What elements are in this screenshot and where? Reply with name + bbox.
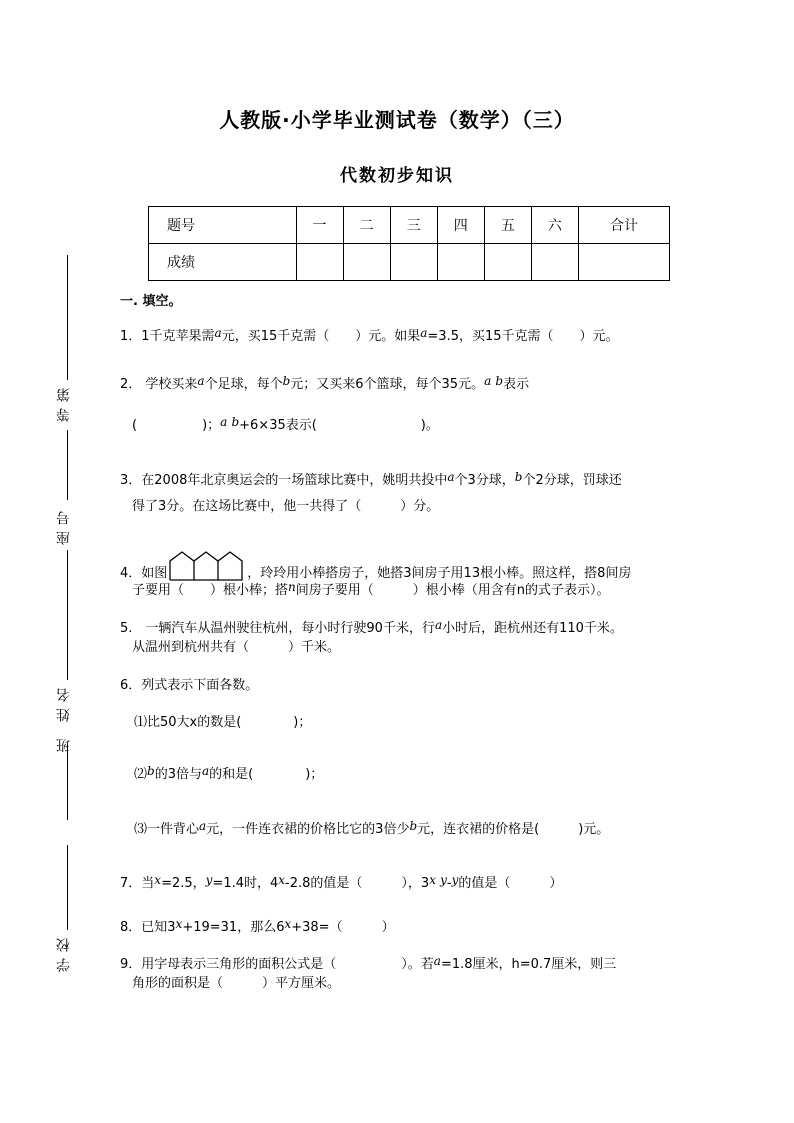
- question-3-line-1: [120, 466, 622, 492]
- q6-text: 元，一件连衣裙的价格比它的3倍少: [206, 822, 410, 837]
- var-a: a: [197, 374, 205, 388]
- school-label: 学校: [56, 932, 72, 972]
- question-7: [120, 869, 562, 895]
- table-cell: 成绩: [149, 244, 297, 281]
- q4-text: 间房子要用（ ）根小棒（用含有n的式子表示）。: [295, 583, 610, 598]
- var-x: x: [278, 873, 286, 887]
- question-6-sub-2: [134, 760, 323, 786]
- score-entry-cell[interactable]: [390, 244, 437, 281]
- q4-text: ，玲玲用小棒搭房子，她搭3间房子用13根小棒。照这样，搭8间房: [247, 566, 632, 581]
- q8-text: 8．已知3: [120, 920, 176, 935]
- q7-text: =1.4时，4: [212, 876, 279, 891]
- var-a: a: [199, 819, 207, 833]
- q6-text: ⑵: [134, 767, 148, 782]
- var-a: a: [201, 764, 210, 778]
- var-y: y: [205, 873, 213, 887]
- q2-text: 个足球，每个: [204, 377, 283, 392]
- question-2-line-2: [132, 411, 439, 437]
- question-6-sub-3: [134, 815, 609, 841]
- question-6-heading: 6．列式表示下面各数。: [120, 678, 259, 693]
- q2-text: ( )；: [132, 418, 221, 433]
- q5-text: 小时后，距杭州还有110千米。: [442, 621, 623, 636]
- q2-text: 表示: [503, 377, 530, 392]
- var-n: n: [288, 580, 296, 594]
- question-4-line-2: [132, 576, 610, 602]
- page-title: 人教版·小学毕业测试卷（数学）（三）: [219, 108, 575, 132]
- q9-text: =1.8厘米，h=0.7厘米，则三: [440, 957, 617, 972]
- var-x: x: [429, 873, 436, 887]
- score-table-header-row: [149, 207, 670, 244]
- binding-line: [67, 845, 68, 930]
- section-heading: 一. 填空。: [120, 294, 182, 309]
- var-a: a: [214, 326, 222, 340]
- q1-text: 元，买15千克需（ ）元。如果: [221, 329, 421, 344]
- table-cell: 五: [484, 207, 531, 244]
- q4-text: 子要用（ ）根小棒；搭: [132, 583, 289, 598]
- q7-text: 的值是（ ）: [458, 876, 563, 891]
- q3-text: 3．在2008年北京奥运会的一场篮球比赛中，姚明共投中: [120, 473, 448, 488]
- seat-no-label: 座号: [56, 505, 72, 545]
- q7-text: 7．当: [120, 876, 155, 891]
- q7-text: =2.5，: [161, 876, 206, 891]
- q3-text: 个3分球，: [454, 473, 515, 488]
- q1-text: 1．1千克苹果需: [120, 329, 215, 344]
- q3-text: 个2分球，罚球还: [522, 473, 622, 488]
- class-no-label: 等第: [56, 382, 72, 422]
- var-x: x: [154, 873, 162, 887]
- score-entry-cell[interactable]: [343, 244, 390, 281]
- q6-text: 元，连衣裙的价格是( )元。: [417, 822, 610, 837]
- var-y: y: [440, 873, 447, 887]
- table-cell: 六: [531, 207, 578, 244]
- var-a: a: [447, 470, 455, 484]
- var-a: a: [484, 374, 492, 388]
- var-b: b: [147, 764, 155, 778]
- q9-text: 9．用字母表示三角形的面积公式是（ ）。若: [120, 957, 434, 972]
- binding-margin: [40, 250, 90, 1010]
- question-1: [120, 322, 619, 348]
- var-a: a: [433, 954, 441, 968]
- var-b: b: [409, 819, 418, 833]
- var-b: b: [282, 374, 291, 388]
- question-8: [120, 913, 395, 939]
- binding-line: [67, 255, 68, 380]
- table-cell: 合计: [578, 207, 669, 244]
- q4-text: 4．如图: [120, 566, 168, 581]
- var-x: x: [284, 917, 292, 931]
- q1-text: =3.5，买15千克需（ ）元。: [427, 329, 619, 344]
- binding-line: [67, 430, 68, 500]
- var-a: a: [220, 415, 228, 429]
- var-b: b: [495, 374, 504, 388]
- q6-text: 的3倍与: [154, 767, 202, 782]
- q6-text: ⑶一件背心: [134, 822, 200, 837]
- var-y: y: [451, 873, 459, 887]
- q7-text: -: [446, 876, 452, 891]
- question-9-line-2: 角形的面积是（ ）平方厘米。: [132, 976, 341, 991]
- question-3-line-2: 得了3分。在这场比赛中，他一共得了（ ）分。: [132, 499, 440, 514]
- score-entry-cell[interactable]: [578, 244, 669, 281]
- binding-line: [67, 550, 68, 680]
- score-entry-cell[interactable]: [531, 244, 578, 281]
- question-5-line-2: 从温州到杭州共有（ ）千米。: [132, 640, 341, 655]
- q6-text: 的和是( )；: [209, 767, 324, 782]
- question-2-line-1: [120, 370, 529, 396]
- table-cell: 三: [390, 207, 437, 244]
- var-x: x: [175, 917, 183, 931]
- table-cell: 一: [296, 207, 343, 244]
- score-table-score-row: [149, 244, 670, 281]
- table-cell: 二: [343, 207, 390, 244]
- binding-line: [67, 745, 68, 820]
- q8-text: +38=（ ）: [291, 920, 395, 935]
- q2-text: 2． 学校买来: [120, 377, 198, 392]
- score-table: [148, 206, 670, 281]
- class-name-label: 班 姓名: [56, 682, 72, 753]
- q5-text: 5. 一辆汽车从温州驶往杭州，每小时行驶90千米，行: [120, 621, 435, 636]
- score-entry-cell[interactable]: [437, 244, 484, 281]
- page-subtitle: 代数初步知识: [340, 166, 454, 186]
- q7-text: -2.8的值是（ ），3: [285, 876, 430, 891]
- q2-text: +6×35表示( )。: [239, 418, 439, 433]
- q8-text: +19=31，那么6: [182, 920, 285, 935]
- table-cell: 题号: [149, 207, 297, 244]
- var-a: a: [434, 618, 443, 632]
- var-b: b: [231, 415, 240, 429]
- q2-text: 元；又买来6个篮球，每个35元。: [290, 377, 485, 392]
- var-a: a: [420, 326, 428, 340]
- score-entry-cell[interactable]: [296, 244, 343, 281]
- var-b: b: [514, 470, 523, 484]
- question-6-sub-1: ⑴比50大x的数是( )；: [134, 715, 312, 730]
- score-entry-cell[interactable]: [484, 244, 531, 281]
- table-cell: 四: [437, 207, 484, 244]
